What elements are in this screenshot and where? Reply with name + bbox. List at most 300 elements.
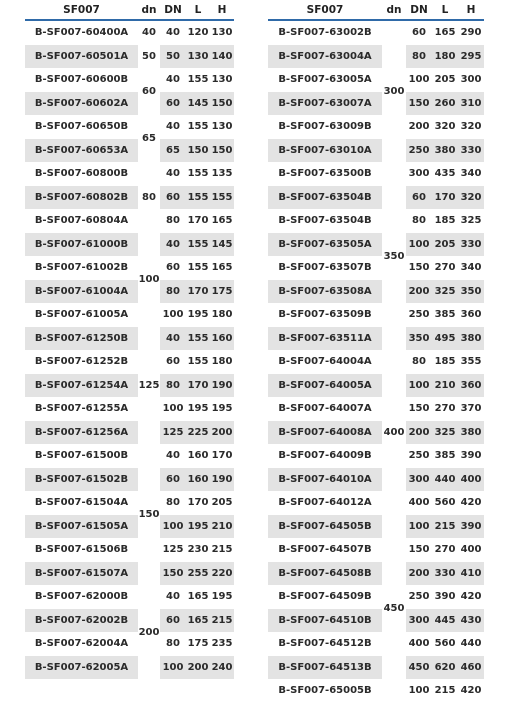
cell-code: B-SF007-63004A (268, 45, 382, 69)
cell-code: B-SF007-60600B (34, 74, 129, 86)
cell-dn: 40 (166, 168, 180, 180)
cell-l: 170 (186, 280, 210, 304)
cell-dn: 300 (406, 468, 432, 492)
header-dn-large: DN (406, 0, 432, 20)
cell-code: B-SF007-60400A (34, 27, 129, 39)
table-row (25, 139, 234, 163)
cell-dn: 80 (406, 45, 432, 69)
cell-h: 340 (460, 262, 482, 274)
table-row (25, 186, 234, 210)
table-row (25, 233, 234, 257)
cell-dn-group: 60 (142, 86, 156, 97)
cell-dn: 40 (160, 233, 186, 257)
cell-h: 180 (211, 309, 233, 321)
cell-l: 260 (432, 92, 458, 116)
cell-h: 350 (458, 280, 484, 304)
cell-l: 445 (432, 609, 458, 633)
cell-dn: 100 (160, 656, 186, 680)
cell-l: 560 (434, 638, 456, 650)
cell-l: 270 (434, 403, 456, 415)
cell-h: 240 (210, 656, 234, 680)
cell-h: 400 (458, 468, 484, 492)
cell-code: B-SF007-64508B (268, 562, 382, 586)
cell-l: 215 (434, 685, 456, 697)
table-row (268, 350, 484, 374)
cell-dn: 80 (166, 215, 180, 227)
cell-code: B-SF007-63507B (278, 262, 372, 274)
cell-h: 160 (210, 327, 234, 351)
cell-code: B-SF007-64505B (268, 515, 382, 539)
cell-h: 175 (210, 280, 234, 304)
cell-l: 155 (186, 186, 210, 210)
cell-h: 150 (210, 92, 234, 116)
cell-h: 235 (211, 638, 233, 650)
cell-h: 215 (210, 609, 234, 633)
table-row (268, 68, 484, 92)
cell-dn-group: 125 (138, 379, 160, 391)
table-row (268, 374, 484, 398)
cell-h: 130 (211, 74, 233, 86)
cell-code: B-SF007-63002B (278, 27, 372, 39)
cell-l: 440 (432, 468, 458, 492)
cell-dn: 40 (166, 591, 180, 603)
cell-l: 495 (432, 327, 458, 351)
cell-dn: 100 (406, 233, 432, 257)
cell-dn: 350 (406, 327, 432, 351)
cell-h: 330 (458, 139, 484, 163)
right-spec-table-wrapper (268, 0, 484, 703)
cell-dn: 125 (160, 421, 186, 445)
cell-code: B-SF007-62002B (25, 609, 138, 633)
table-row (268, 303, 484, 327)
left-spec-table-wrapper (25, 0, 234, 679)
header-dn-small: dn (138, 0, 160, 20)
cell-l: 195 (187, 403, 209, 415)
cell-code: B-SF007-64008A (268, 421, 382, 445)
cell-l: 160 (186, 468, 210, 492)
cell-h: 340 (460, 168, 482, 180)
table-row (268, 115, 484, 139)
cell-code: B-SF007-63508A (268, 280, 382, 304)
cell-dn: 200 (408, 121, 430, 133)
cell-l: 155 (186, 327, 210, 351)
cell-l: 620 (432, 656, 458, 680)
table-row (25, 303, 234, 327)
cell-h: 420 (460, 685, 482, 697)
cell-h: 145 (210, 233, 234, 257)
cell-dn: 100 (408, 685, 430, 697)
cell-l: 155 (186, 233, 210, 257)
cell-l: 385 (434, 450, 456, 462)
cell-code: B-SF007-64012A (278, 497, 372, 509)
cell-h: 205 (211, 497, 233, 509)
cell-dn: 40 (166, 450, 180, 462)
cell-code: B-SF007-60650B (34, 121, 129, 133)
cell-h: 195 (211, 591, 233, 603)
cell-code: B-SF007-60501A (25, 45, 138, 69)
header-code: SF007 (268, 0, 382, 20)
cell-dn: 60 (160, 186, 186, 210)
cell-h: 390 (458, 515, 484, 539)
cell-h: 355 (460, 356, 482, 368)
cell-dn: 450 (406, 656, 432, 680)
cell-h: 200 (210, 421, 234, 445)
cell-dn: 200 (406, 421, 432, 445)
cell-h: 130 (211, 27, 233, 39)
header-l: L (432, 0, 458, 20)
left-table-body (25, 20, 234, 679)
table-row (25, 562, 234, 586)
table-row (25, 280, 234, 304)
cell-code: B-SF007-61004A (25, 280, 138, 304)
cell-dn: 150 (408, 544, 430, 556)
cell-dn: 60 (166, 262, 180, 274)
cell-l: 195 (186, 515, 210, 539)
table-row (25, 421, 234, 445)
cell-l: 205 (434, 74, 456, 86)
cell-l: 325 (432, 421, 458, 445)
cell-dn: 60 (160, 92, 186, 116)
table-row (25, 115, 234, 139)
table-row (268, 20, 484, 45)
cell-l: 330 (432, 562, 458, 586)
cell-l: 185 (434, 356, 456, 368)
cell-dn: 80 (166, 638, 180, 650)
cell-code: B-SF007-60800B (34, 168, 129, 180)
cell-l: 155 (187, 74, 209, 86)
cell-code: B-SF007-62004A (34, 638, 129, 650)
cell-dn: 100 (162, 403, 184, 415)
cell-l: 160 (187, 450, 209, 462)
cell-h: 190 (210, 374, 234, 398)
cell-dn: 250 (406, 139, 432, 163)
cell-h: 290 (460, 27, 482, 39)
table-row (25, 444, 234, 468)
cell-dn: 80 (412, 215, 426, 227)
cell-h: 295 (458, 45, 484, 69)
cell-h: 140 (210, 45, 234, 69)
cell-h: 165 (211, 262, 233, 274)
cell-l: 185 (434, 215, 456, 227)
cell-h: 420 (460, 497, 482, 509)
cell-dn: 40 (160, 327, 186, 351)
cell-code: B-SF007-63504B (278, 215, 372, 227)
table-row (268, 280, 484, 304)
cell-h: 320 (460, 121, 482, 133)
cell-h: 130 (211, 121, 233, 133)
cell-code: B-SF007-62005A (25, 656, 138, 680)
table-row (268, 444, 484, 468)
table-row (25, 397, 234, 421)
cell-code: B-SF007-64010A (268, 468, 382, 492)
table-row (268, 256, 484, 280)
cell-dn: 400 (408, 638, 430, 650)
table-row (268, 92, 484, 116)
cell-dn: 60 (160, 468, 186, 492)
cell-h: 410 (458, 562, 484, 586)
table-row (25, 632, 234, 656)
right-header-row (268, 0, 484, 20)
table-row (25, 209, 234, 233)
cell-h: 370 (460, 403, 482, 415)
table-row (25, 350, 234, 374)
cell-l: 165 (186, 609, 210, 633)
cell-dn: 100 (162, 309, 184, 321)
cell-dn: 80 (160, 280, 186, 304)
table-row (25, 491, 234, 515)
cell-l: 210 (432, 374, 458, 398)
table-row (268, 609, 484, 633)
cell-dn: 60 (160, 609, 186, 633)
left-spec-table (25, 0, 234, 679)
cell-h: 440 (460, 638, 482, 650)
table-row (25, 20, 234, 45)
cell-dn: 60 (406, 186, 432, 210)
cell-code: B-SF007-63511A (268, 327, 382, 351)
left-header-row (25, 0, 234, 20)
cell-l: 175 (187, 638, 209, 650)
cell-l: 390 (434, 591, 456, 603)
cell-h: 215 (211, 544, 233, 556)
table-row (25, 68, 234, 92)
table-row (268, 562, 484, 586)
cell-dn: 200 (406, 562, 432, 586)
cell-dn: 100 (406, 515, 432, 539)
cell-h: 195 (211, 403, 233, 415)
cell-code: B-SF007-64510B (268, 609, 382, 633)
cell-code: B-SF007-64507B (278, 544, 372, 556)
table-row (268, 233, 484, 257)
cell-l: 270 (434, 544, 456, 556)
cell-l: 170 (187, 215, 209, 227)
cell-dn-group: 400 (383, 426, 405, 438)
cell-code: B-SF007-61005A (34, 309, 129, 321)
cell-dn: 80 (166, 497, 180, 509)
cell-code: B-SF007-61504A (34, 497, 129, 509)
cell-code: B-SF007-64005A (268, 374, 382, 398)
cell-h: 380 (458, 421, 484, 445)
cell-l: 170 (186, 374, 210, 398)
cell-dn-group: 150 (138, 509, 160, 520)
cell-dn: 100 (160, 515, 186, 539)
cell-l: 385 (434, 309, 456, 321)
cell-l: 130 (186, 45, 210, 69)
cell-code: B-SF007-60602A (25, 92, 138, 116)
header-code: SF007 (25, 0, 138, 20)
cell-code: B-SF007-64007A (278, 403, 372, 415)
cell-code: B-SF007-61002B (34, 262, 129, 274)
cell-dn-group: 450 (383, 603, 405, 614)
cell-code: B-SF007-64009B (278, 450, 372, 462)
cell-code: B-SF007-61254A (25, 374, 138, 398)
cell-h: 135 (211, 168, 233, 180)
cell-dn: 250 (408, 450, 430, 462)
cell-dn-group: 100 (138, 274, 160, 285)
cell-h: 430 (458, 609, 484, 633)
table-row (25, 45, 234, 69)
table-row (268, 162, 484, 186)
table-row (25, 327, 234, 351)
table-row (268, 421, 484, 445)
header-dn-small: dn (382, 0, 406, 20)
cell-code: B-SF007-61255A (34, 403, 129, 415)
cell-code: B-SF007-61507A (25, 562, 138, 586)
table-row (268, 585, 484, 609)
cell-l: 320 (434, 121, 456, 133)
cell-l: 230 (187, 544, 209, 556)
cell-code: B-SF007-63509B (278, 309, 372, 321)
cell-dn: 150 (406, 92, 432, 116)
cell-l: 155 (187, 262, 209, 274)
table-row (25, 585, 234, 609)
cell-code: B-SF007-63007A (268, 92, 382, 116)
cell-dn-group: 50 (142, 50, 156, 62)
cell-dn: 40 (166, 74, 180, 86)
header-dn-large: DN (160, 0, 186, 20)
table-row (25, 538, 234, 562)
table-row (25, 162, 234, 186)
cell-h: 390 (460, 450, 482, 462)
cell-h: 220 (210, 562, 234, 586)
cell-dn: 65 (160, 139, 186, 163)
cell-code: B-SF007-60804A (34, 215, 129, 227)
table-row (268, 45, 484, 69)
cell-dn: 400 (408, 497, 430, 509)
cell-dn: 200 (406, 280, 432, 304)
cell-dn: 300 (408, 168, 430, 180)
right-spec-table (268, 0, 484, 703)
table-row (268, 186, 484, 210)
cell-l: 255 (186, 562, 210, 586)
cell-dn: 150 (408, 403, 430, 415)
cell-l: 195 (187, 309, 209, 321)
table-row (25, 656, 234, 680)
cell-dn-group: 80 (142, 191, 156, 203)
header-h: H (210, 0, 234, 20)
cell-code: B-SF007-63505A (268, 233, 382, 257)
cell-dn: 80 (160, 374, 186, 398)
table-row (268, 139, 484, 163)
cell-dn: 250 (408, 309, 430, 321)
cell-h: 190 (210, 468, 234, 492)
cell-h: 155 (210, 186, 234, 210)
cell-h: 420 (460, 591, 482, 603)
cell-l: 380 (432, 139, 458, 163)
cell-h: 380 (458, 327, 484, 351)
cell-l: 325 (432, 280, 458, 304)
cell-h: 210 (210, 515, 234, 539)
cell-l: 150 (186, 139, 210, 163)
cell-code: B-SF007-61252B (34, 356, 129, 368)
cell-code: B-SF007-60802B (25, 186, 138, 210)
cell-dn: 300 (406, 609, 432, 633)
cell-code: B-SF007-63010A (268, 139, 382, 163)
cell-l: 145 (186, 92, 210, 116)
cell-h: 400 (460, 544, 482, 556)
table-row (25, 374, 234, 398)
cell-h: 320 (458, 186, 484, 210)
cell-code: B-SF007-61256A (25, 421, 138, 445)
cell-l: 435 (434, 168, 456, 180)
table-row (268, 468, 484, 492)
cell-dn: 40 (166, 27, 180, 39)
cell-h: 460 (458, 656, 484, 680)
table-row (268, 397, 484, 421)
cell-h: 180 (211, 356, 233, 368)
cell-h: 310 (458, 92, 484, 116)
cell-h: 360 (458, 374, 484, 398)
table-row (268, 515, 484, 539)
cell-code: B-SF007-61506B (34, 544, 129, 556)
cell-code: B-SF007-61250B (25, 327, 138, 351)
table-row (25, 609, 234, 633)
cell-code: B-SF007-63500B (278, 168, 372, 180)
cell-l: 215 (432, 515, 458, 539)
cell-dn: 250 (408, 591, 430, 603)
cell-dn: 150 (408, 262, 430, 274)
cell-dn: 80 (412, 356, 426, 368)
cell-dn: 50 (160, 45, 186, 69)
cell-dn-group: 200 (138, 626, 160, 638)
cell-dn-group: 350 (383, 250, 405, 262)
cell-dn-group: 300 (383, 86, 405, 97)
header-l: L (186, 0, 210, 20)
cell-dn-group: 40 (142, 27, 156, 39)
table-row (25, 256, 234, 280)
table-row (268, 632, 484, 656)
table-row (25, 515, 234, 539)
table-row (268, 679, 484, 703)
cell-dn: 40 (166, 121, 180, 133)
cell-l: 270 (434, 262, 456, 274)
cell-code: B-SF007-64004A (278, 356, 372, 368)
cell-h: 170 (211, 450, 233, 462)
right-table-body (268, 20, 484, 703)
cell-code: B-SF007-64513B (268, 656, 382, 680)
cell-l: 165 (187, 591, 209, 603)
cell-l: 205 (432, 233, 458, 257)
cell-l: 155 (187, 168, 209, 180)
cell-l: 560 (434, 497, 456, 509)
table-row (268, 538, 484, 562)
table-row (25, 92, 234, 116)
cell-l: 225 (186, 421, 210, 445)
cell-dn: 60 (412, 27, 426, 39)
table-row (268, 491, 484, 515)
cell-code: B-SF007-64512B (278, 638, 372, 650)
cell-l: 165 (434, 27, 456, 39)
cell-dn-group: 65 (142, 133, 156, 144)
cell-code: B-SF007-65005B (278, 685, 372, 697)
cell-code: B-SF007-61500B (34, 450, 129, 462)
table-row (268, 327, 484, 351)
table-row (268, 209, 484, 233)
cell-l: 170 (187, 497, 209, 509)
cell-code: B-SF007-61505A (25, 515, 138, 539)
cell-code: B-SF007-64509B (278, 591, 372, 603)
cell-dn: 100 (406, 374, 432, 398)
cell-h: 150 (210, 139, 234, 163)
cell-l: 120 (187, 27, 209, 39)
cell-code: B-SF007-61502B (25, 468, 138, 492)
cell-h: 300 (460, 74, 482, 86)
cell-dn: 125 (162, 544, 184, 556)
cell-code: B-SF007-63009B (278, 121, 372, 133)
cell-l: 200 (186, 656, 210, 680)
cell-l: 170 (432, 186, 458, 210)
cell-code: B-SF007-61000B (25, 233, 138, 257)
cell-dn: 60 (166, 356, 180, 368)
